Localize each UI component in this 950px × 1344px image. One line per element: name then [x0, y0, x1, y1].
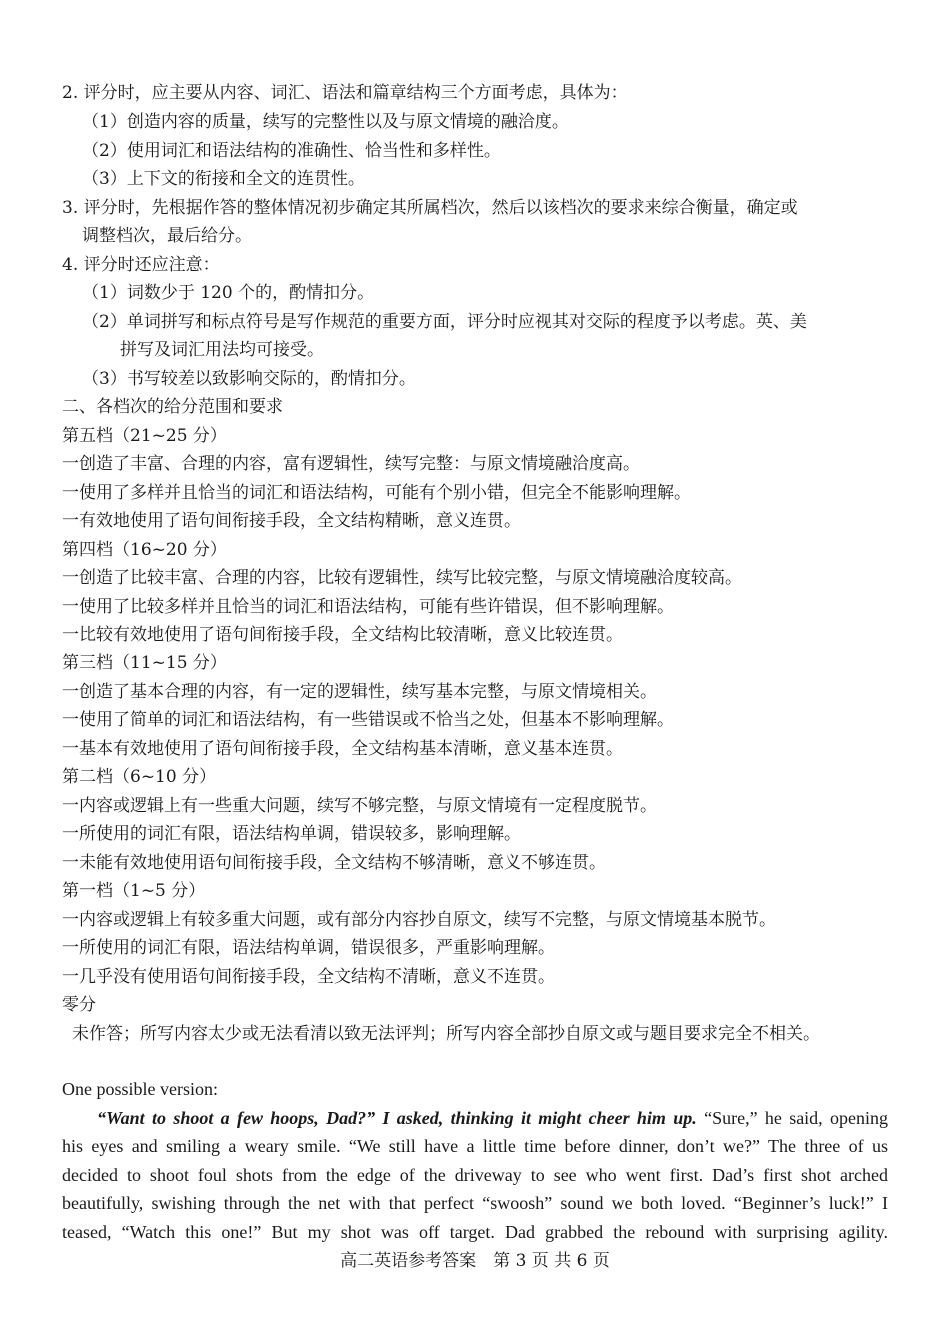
- rule-4-1: （1）词数少于 120 个的，酌情扣分。: [82, 283, 375, 303]
- level-1-item: 一几乎没有使用语句间衔接手段，全文结构不清晰，意义不连贯。: [62, 967, 555, 987]
- rule-4-2-line-1: （2）单词拼写和标点符号是写作规范的重要方面，评分时应视其对交际的程度予以考虑。英、美: [82, 312, 807, 332]
- level-4-title: 第四档（16~20 分）: [62, 540, 227, 560]
- sample-line-2: his eyes and smiling a weary smile. “We still have a little time before dinner, don’t we?” The three of us: [62, 1136, 888, 1156]
- sample-line-4: beautifully, swishing through the net with that perfect “swoosh” sound we both loved. “Beginner’s luck!” I: [62, 1193, 888, 1213]
- sample-line-3: decided to shoot foul shots from the edge of the driveway to see who went first. Dad’s first shot arched: [62, 1165, 888, 1185]
- level-1-item: 一内容或逻辑上有较多重大问题，或有部分内容抄自原文，续写不完整，与原文情境基本脱节。: [62, 910, 776, 930]
- rule-2-2: （2）使用词汇和语法结构的准确性、恰当性和多样性。: [82, 141, 501, 161]
- rule-4-3: （3）书写较差以致影响交际的，酌情扣分。: [82, 369, 416, 389]
- level-2-title: 第二档（6~10 分）: [62, 767, 217, 787]
- level-3-item: 一创造了基本合理的内容，有一定的逻辑性，续写基本完整，与原文情境相关。: [62, 682, 657, 702]
- rule-4: 4. 评分时还应注意：: [62, 255, 220, 275]
- level-3-item: 一基本有效地使用了语句间衔接手段，全文结构基本清晰，意义基本连贯。: [62, 739, 623, 759]
- rule-3-line-1: 3. 评分时，先根据作答的整体情况初步确定其所属档次，然后以该档次的要求来综合衡量，确定或: [62, 198, 798, 218]
- rule-2: 2. 评分时，应主要从内容、词汇、语法和篇章结构三个方面考虑，具体为：: [62, 83, 628, 103]
- sample-line-1-rest: “Sure,” he said, opening: [696, 1108, 888, 1128]
- rule-2-1: （1）创造内容的质量，续写的完整性以及与原文情境的融洽度。: [82, 112, 569, 132]
- sample-line-5: teased, “Watch this one!” But my shot was off target. Dad grabbed the rebound with surprising agility.: [62, 1222, 888, 1242]
- level-4-item: 一创造了比较丰富、合理的内容，比较有逻辑性，续写比较完整，与原文情境融洽度较高。: [62, 568, 742, 588]
- rule-2-3: （3）上下文的衔接和全文的连贯性。: [82, 169, 365, 189]
- section-title: 二、各档次的给分范围和要求: [62, 397, 283, 417]
- level-5-title: 第五档（21~25 分）: [62, 426, 227, 446]
- level-2-item: 一所使用的词汇有限，语法结构单调，错误较多，影响理解。: [62, 824, 521, 844]
- sample-bold-lead: “Want to shoot a few hoops, Dad?” I asked, thinking it might cheer him up.: [97, 1108, 697, 1128]
- level-1-title: 第一档（1~5 分）: [62, 881, 206, 901]
- level-3-item: 一使用了简单的词汇和语法结构，有一些错误或不恰当之处，但基本不影响理解。: [62, 710, 674, 730]
- level-2-item: 一内容或逻辑上有一些重大问题，续写不够完整，与原文情境有一定程度脱节。: [62, 796, 657, 816]
- zero-score-title: 零分: [62, 995, 96, 1015]
- level-4-item: 一比较有效地使用了语句间衔接手段，全文结构比较清晰，意义比较连贯。: [62, 625, 623, 645]
- rule-3-line-2: 调整档次，最后给分。: [82, 226, 252, 246]
- sample-line-1: [97, 1107, 888, 1129]
- level-3-title: 第三档（11~15 分）: [62, 653, 227, 673]
- zero-score-text: 未作答；所写内容太少或无法看清以致无法评判；所写内容全部抄自原文或与题目要求完全不相关。: [72, 1024, 820, 1044]
- sample-heading: One possible version:: [62, 1079, 218, 1099]
- level-5-item: 一创造了丰富、合理的内容，富有逻辑性，续写完整：与原文情境融洽度高。: [62, 454, 640, 474]
- page-footer: 高二英语参考答案 第 3 页 共 6 页: [340, 1251, 610, 1271]
- level-2-item: 一未能有效地使用语句间衔接手段，全文结构不够清晰，意义不够连贯。: [62, 853, 606, 873]
- level-5-item: 一使用了多样并且恰当的词汇和语法结构，可能有个别小错，但完全不能影响理解。: [62, 483, 691, 503]
- level-4-item: 一使用了比较多样并且恰当的词汇和语法结构，可能有些许错误，但不影响理解。: [62, 597, 674, 617]
- rule-4-2-line-2: 拼写及词汇用法均可接受。: [120, 340, 324, 360]
- level-1-item: 一所使用的词汇有限，语法结构单调，错误很多，严重影响理解。: [62, 938, 555, 958]
- level-5-item: 一有效地使用了语句间衔接手段，全文结构精晰，意义连贯。: [62, 511, 521, 531]
